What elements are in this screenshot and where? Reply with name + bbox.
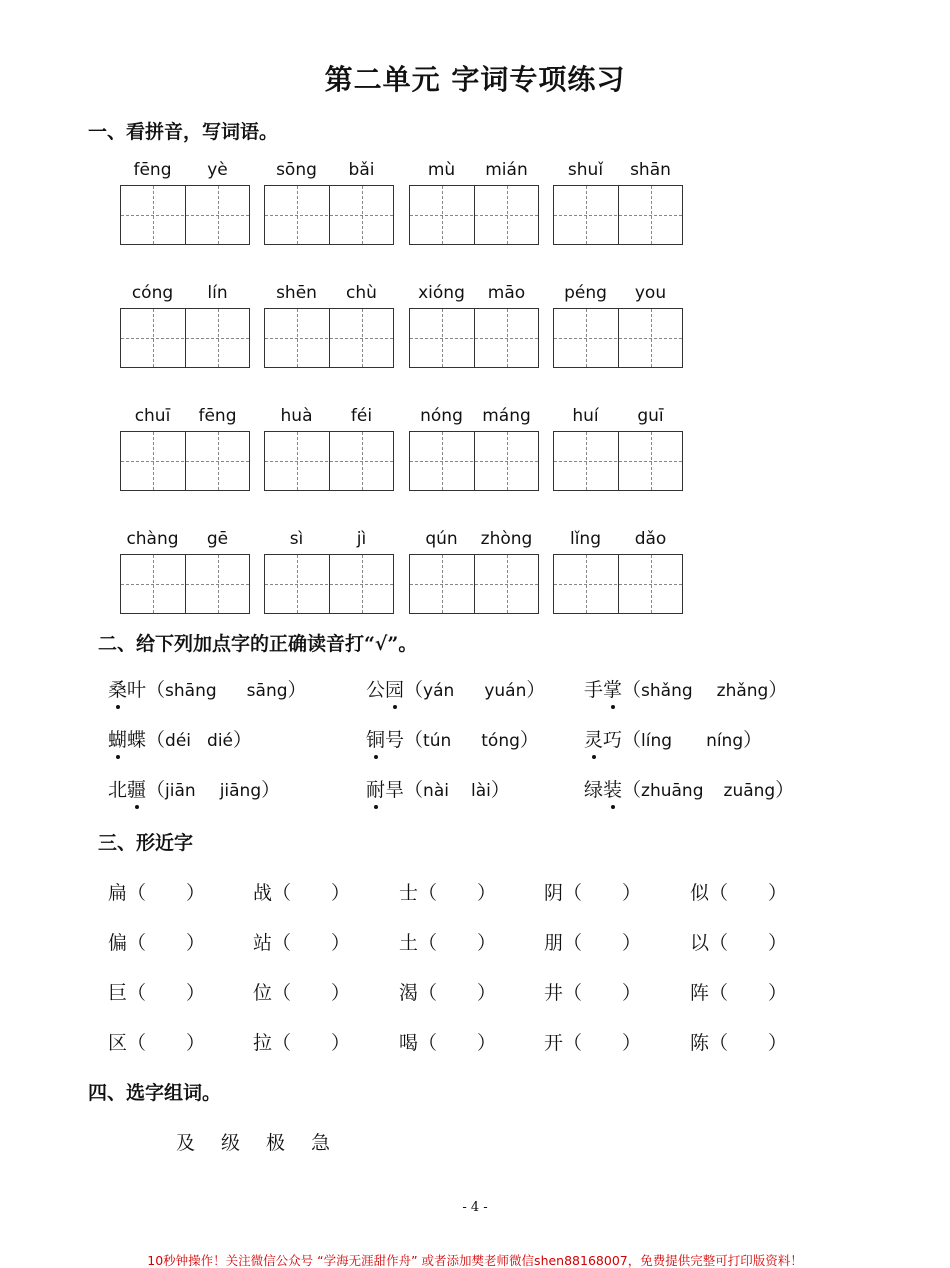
writing-grid[interactable] <box>409 554 539 614</box>
word-item <box>553 406 683 516</box>
word-item <box>120 283 250 393</box>
pinyin-label: máng <box>482 406 531 426</box>
right-paren: ） <box>768 679 788 701</box>
pinyin-label: bǎi <box>348 160 375 180</box>
similar-char-item <box>253 878 350 905</box>
right-paren: ） <box>490 779 510 801</box>
pinyin-label: cóng <box>131 283 174 303</box>
word-char: 巧 <box>603 729 623 751</box>
left-paren: （ <box>127 982 147 1004</box>
writing-grid[interactable] <box>553 185 683 245</box>
pinyin-label: lín <box>207 283 228 303</box>
right-paren: ） <box>287 679 307 701</box>
right-paren: ） <box>477 1032 497 1054</box>
promo-footer: 10秒钟操作！关注微信公众号 “学海无涯甜作舟” 或者添加樊老师微信shen88168007，免费提供完整可打印版资料！ <box>147 1253 803 1268</box>
left-paren: （ <box>418 1032 438 1054</box>
left-paren: （ <box>563 932 583 954</box>
writing-grid[interactable] <box>553 554 683 614</box>
pinyin-label: chàng <box>126 529 179 549</box>
pronunciation-item <box>366 675 545 702</box>
right-paren: ） <box>622 982 642 1004</box>
writing-grid[interactable] <box>264 554 394 614</box>
similar-char-item <box>690 928 787 955</box>
similar-char-item <box>544 928 641 955</box>
similar-char-item <box>690 1028 787 1055</box>
word-char: 旱 <box>385 779 405 801</box>
similar-char: 似 <box>690 882 710 904</box>
word-item <box>264 160 394 270</box>
writing-grid[interactable] <box>120 308 250 368</box>
pinyin-label: māo <box>487 283 526 303</box>
writing-grid[interactable] <box>120 185 250 245</box>
word-item <box>409 160 539 270</box>
right-paren: ） <box>477 932 497 954</box>
similar-char: 井 <box>544 982 564 1004</box>
dotted-char: 掌 <box>603 675 622 702</box>
similar-char-item <box>544 878 641 905</box>
pinyin-option[interactable]: shāng <box>165 681 217 701</box>
word-item <box>409 529 539 639</box>
right-paren: ） <box>331 932 351 954</box>
pronunciation-item <box>584 725 762 752</box>
similar-char-item <box>399 928 496 955</box>
dotted-char: 桑 <box>108 675 127 702</box>
pinyin-option[interactable]: lài <box>470 781 491 801</box>
left-paren: （ <box>127 932 147 954</box>
writing-grid[interactable] <box>553 431 683 491</box>
section3-heading: 三、形近字 <box>98 832 194 854</box>
word-item <box>120 160 250 270</box>
word-item <box>553 283 683 393</box>
similar-char-item <box>108 928 205 955</box>
left-paren: （ <box>272 932 292 954</box>
dotted-char: 铜 <box>366 725 385 752</box>
left-paren: （ <box>563 1032 583 1054</box>
pinyin-label: nóng <box>420 406 463 426</box>
similar-char: 喝 <box>399 1032 419 1054</box>
writing-grid[interactable] <box>120 431 250 491</box>
left-paren: （ <box>418 982 438 1004</box>
similar-char: 陈 <box>690 1032 710 1054</box>
right-paren: ） <box>622 1032 642 1054</box>
writing-grid[interactable] <box>409 185 539 245</box>
similar-char: 土 <box>399 932 419 954</box>
left-paren: （ <box>404 679 424 701</box>
pronunciation-item <box>366 775 510 802</box>
writing-grid[interactable] <box>409 431 539 491</box>
pinyin-option[interactable]: líng <box>641 731 673 751</box>
pinyin-label: huí <box>572 406 599 426</box>
right-paren: ） <box>477 882 497 904</box>
pinyin-label: chù <box>346 283 377 303</box>
left-paren: （ <box>622 779 642 801</box>
writing-grid[interactable] <box>264 185 394 245</box>
pinyin-label: xióng <box>418 283 465 303</box>
left-paren: （ <box>146 779 166 801</box>
similar-char-item <box>690 978 787 1005</box>
writing-grid[interactable] <box>120 554 250 614</box>
left-paren: （ <box>709 982 729 1004</box>
pinyin-label: fēng <box>198 406 237 426</box>
left-paren: （ <box>404 729 424 751</box>
word-char: 绿 <box>584 779 604 801</box>
pinyin-option[interactable]: nài <box>423 781 449 801</box>
similar-char-item <box>253 978 350 1005</box>
pinyin-option[interactable]: zhǎng <box>716 681 769 701</box>
dotted-char: 装 <box>603 775 622 802</box>
dotted-char: 耐 <box>366 775 385 802</box>
left-paren: （ <box>563 982 583 1004</box>
pinyin-label: shuǐ <box>567 160 604 180</box>
left-paren: （ <box>272 1032 292 1054</box>
right-paren: ） <box>768 932 788 954</box>
word-item <box>409 283 539 393</box>
pinyin-label: gē <box>206 529 229 549</box>
left-paren: （ <box>272 982 292 1004</box>
similar-char: 扁 <box>108 882 128 904</box>
similar-char: 区 <box>108 1032 128 1054</box>
page-title: 第二单元 字词专项练习 <box>324 63 626 96</box>
similar-char: 拉 <box>253 1032 273 1054</box>
page-number: - 4 - <box>462 1200 488 1215</box>
pinyin-option[interactable]: tún <box>423 731 452 751</box>
pinyin-option[interactable]: déi <box>165 731 192 751</box>
pronunciation-item <box>584 775 794 802</box>
right-paren: ） <box>331 882 351 904</box>
pinyin-label: péng <box>564 283 607 303</box>
similar-char: 位 <box>253 982 273 1004</box>
word-item <box>264 406 394 516</box>
left-paren: （ <box>418 882 438 904</box>
similar-char: 巨 <box>108 982 128 1004</box>
similar-char: 阵 <box>690 982 710 1004</box>
choice-char: 级 <box>221 1132 241 1154</box>
pinyin-option[interactable]: jiāng <box>219 781 262 801</box>
pinyin-option[interactable]: jiān <box>165 781 196 801</box>
similar-char: 阴 <box>544 882 564 904</box>
right-paren: ） <box>186 932 206 954</box>
word-item <box>553 160 683 270</box>
dotted-char: 疆 <box>127 775 146 802</box>
word-char: 公 <box>366 679 386 701</box>
word-char: 北 <box>108 779 128 801</box>
dotted-char: 园 <box>385 675 404 702</box>
pinyin-label: guī <box>637 406 664 426</box>
left-paren: （ <box>709 1032 729 1054</box>
pinyin-label: fēng <box>133 160 172 180</box>
similar-char-item <box>108 878 205 905</box>
section4-heading: 四、选字组词。 <box>88 1082 222 1104</box>
right-paren: ） <box>622 882 642 904</box>
writing-grid[interactable] <box>553 308 683 368</box>
right-paren: ） <box>526 679 546 701</box>
pinyin-option[interactable]: tóng <box>481 731 520 751</box>
pinyin-label: dǎo <box>634 529 667 549</box>
word-char: 手 <box>584 679 604 701</box>
pinyin-label: féi <box>350 406 373 426</box>
pinyin-option[interactable]: zuāng <box>723 781 776 801</box>
right-paren: ） <box>768 1032 788 1054</box>
writing-grid[interactable] <box>264 431 394 491</box>
right-paren: ） <box>768 982 788 1004</box>
pinyin-label: shēn <box>276 283 317 303</box>
left-paren: （ <box>709 932 729 954</box>
right-paren: ） <box>233 729 253 751</box>
pronunciation-item <box>108 725 252 752</box>
pinyin-option[interactable]: níng <box>706 731 744 751</box>
word-item <box>553 529 683 639</box>
right-paren: ） <box>331 982 351 1004</box>
similar-char-item <box>399 1028 496 1055</box>
pinyin-label: shān <box>630 160 671 180</box>
left-paren: （ <box>146 679 166 701</box>
pinyin-label: chuī <box>134 406 171 426</box>
similar-char-item <box>544 978 641 1005</box>
word-item <box>120 406 250 516</box>
word-item <box>264 283 394 393</box>
similar-char: 站 <box>253 932 273 954</box>
right-paren: ） <box>186 982 206 1004</box>
similar-char: 以 <box>690 932 710 954</box>
pinyin-option[interactable]: yán <box>423 681 455 701</box>
left-paren: （ <box>127 1032 147 1054</box>
similar-char: 战 <box>253 882 273 904</box>
right-paren: ） <box>519 729 539 751</box>
pinyin-option[interactable]: shǎng <box>641 681 693 701</box>
section2-heading: 二、给下列加点字的正确读音打“√”。 <box>98 633 418 655</box>
section1-heading: 一、看拼音，写词语。 <box>88 121 279 143</box>
similar-char: 士 <box>399 882 419 904</box>
similar-char: 渴 <box>399 982 419 1004</box>
left-paren: （ <box>272 882 292 904</box>
pinyin-option[interactable]: dié <box>207 731 234 751</box>
pinyin-option[interactable]: sāng <box>246 681 288 701</box>
pronunciation-item <box>366 725 539 752</box>
word-char: 蝶 <box>127 729 147 751</box>
dotted-char: 蝴 <box>108 725 127 752</box>
similar-char-item <box>253 1028 350 1055</box>
pinyin-label: zhòng <box>480 529 533 549</box>
similar-char-item <box>544 1028 641 1055</box>
choice-char: 极 <box>266 1132 286 1154</box>
word-item <box>264 529 394 639</box>
similar-char-item <box>399 978 496 1005</box>
left-paren: （ <box>563 882 583 904</box>
left-paren: （ <box>418 932 438 954</box>
left-paren: （ <box>622 729 642 751</box>
right-paren: ） <box>331 1032 351 1054</box>
char-choices <box>176 1128 330 1155</box>
right-paren: ） <box>261 779 281 801</box>
pinyin-label: you <box>634 283 667 303</box>
pinyin-option[interactable]: yuán <box>484 681 527 701</box>
word-item <box>409 406 539 516</box>
pinyin-label: qún <box>425 529 458 549</box>
pinyin-label: sōng <box>276 160 317 180</box>
pinyin-label: jì <box>356 529 367 549</box>
similar-char: 偏 <box>108 932 128 954</box>
left-paren: （ <box>404 779 424 801</box>
right-paren: ） <box>743 729 763 751</box>
similar-char-item <box>399 878 496 905</box>
similar-char-item <box>108 1028 205 1055</box>
pinyin-label: yè <box>207 160 228 180</box>
word-item <box>120 529 250 639</box>
left-paren: （ <box>127 882 147 904</box>
similar-char: 开 <box>544 1032 564 1054</box>
dotted-char: 灵 <box>584 725 603 752</box>
right-paren: ） <box>477 982 497 1004</box>
right-paren: ） <box>186 1032 206 1054</box>
writing-grid[interactable] <box>264 308 394 368</box>
word-char: 叶 <box>127 679 147 701</box>
choice-char: 急 <box>311 1132 331 1154</box>
pronunciation-item <box>108 675 307 702</box>
left-paren: （ <box>709 882 729 904</box>
word-char: 号 <box>385 729 405 751</box>
right-paren: ） <box>622 932 642 954</box>
similar-char-item <box>108 978 205 1005</box>
left-paren: （ <box>146 729 166 751</box>
pronunciation-item <box>584 675 787 702</box>
right-paren: ） <box>768 882 788 904</box>
pinyin-option[interactable]: zhuāng <box>641 781 704 801</box>
right-paren: ） <box>186 882 206 904</box>
pinyin-label: sì <box>289 529 304 549</box>
similar-char-item <box>253 928 350 955</box>
pinyin-label: mù <box>427 160 456 180</box>
writing-grid[interactable] <box>409 308 539 368</box>
pinyin-label: mián <box>485 160 528 180</box>
left-paren: （ <box>622 679 642 701</box>
similar-char: 朋 <box>544 932 564 954</box>
choice-char: 及 <box>176 1132 196 1154</box>
pronunciation-item <box>108 775 280 802</box>
pinyin-label: lǐng <box>569 529 601 549</box>
right-paren: ） <box>775 779 795 801</box>
similar-char-item <box>690 878 787 905</box>
pinyin-label: huà <box>280 406 313 426</box>
